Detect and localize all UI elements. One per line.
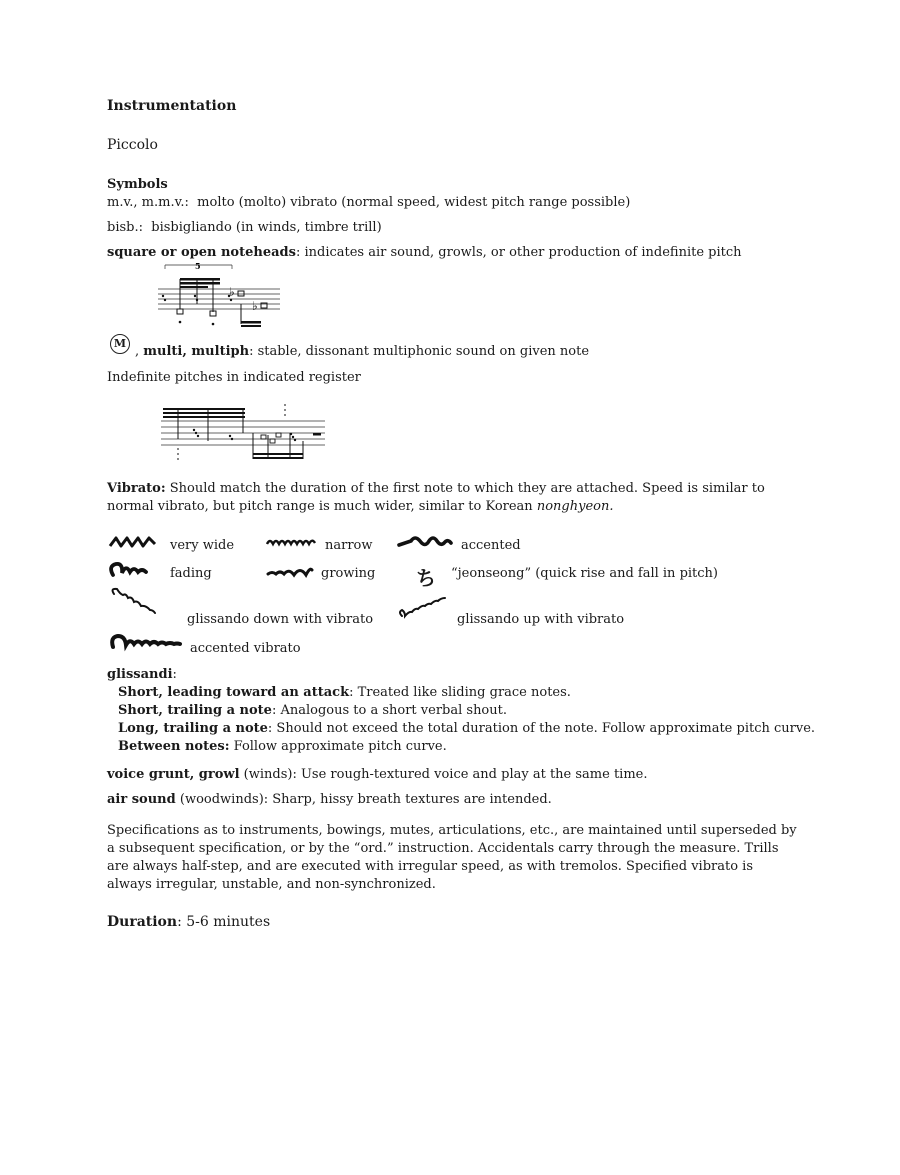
accented-vibrato-icon: [108, 632, 184, 652]
glissandi-item: [118, 739, 447, 755]
glissando-down-label: glissando down with vibrato: [187, 612, 374, 627]
multi-desc: : stable, dissonant multiphonic sound on given note: [249, 344, 590, 359]
accented-label: accented: [461, 538, 521, 553]
bisb-desc: bisbigliando (in winds, timbre trill): [151, 220, 382, 235]
glissandi-term: Short, trailing a note: [118, 703, 272, 718]
glissandi-desc: : Should not exceed the total duration of the note. Follow approximate pitch curve.: [267, 721, 816, 736]
air-sound-term: air sound: [107, 792, 176, 807]
square-term: square or open noteheads: [107, 245, 296, 260]
glissandi-colon: :: [172, 667, 177, 682]
glissandi-term: Short, leading toward an attack: [118, 685, 350, 700]
growing-vibrato-icon: [266, 564, 314, 580]
duration-value: : 5-6 minutes: [177, 914, 271, 930]
glissandi-item: [118, 703, 507, 719]
glissandi-title: glissandi: [107, 667, 173, 682]
svg-text:♭: ♭: [229, 285, 235, 299]
air-sound-definition: [107, 792, 552, 808]
symbols-heading: Symbols: [107, 177, 168, 192]
mv-term: m.v., m.m.v.:: [107, 195, 189, 210]
narrow-vibrato-icon: [265, 535, 317, 549]
bisb-definition: [107, 220, 382, 236]
very-wide-label: very wide: [170, 538, 235, 553]
glissandi-heading: [107, 667, 177, 683]
air-sound-desc: (woodwinds): Sharp, hissy breath textures are intended.: [175, 792, 552, 807]
glissandi-term: Between notes:: [118, 739, 230, 754]
fading-label: fading: [170, 566, 212, 581]
voice-grunt-term: voice grunt, growl: [107, 767, 240, 782]
noteheads-example-staff: [155, 258, 285, 338]
glissandi-item: [118, 721, 815, 737]
glissando-up-label: glissando up with vibrato: [457, 612, 625, 627]
glissando-up-vibrato-icon: [397, 594, 449, 622]
voice-grunt-desc: (winds): Use rough-textured voice and play at the same time.: [239, 767, 648, 782]
multi-prefix: ,: [135, 344, 140, 359]
vibrato-paragraph: [107, 480, 797, 516]
very-wide-vibrato-icon: [108, 534, 158, 552]
multiphonic-definition: [135, 344, 589, 360]
tuplet-number: 5: [195, 261, 201, 271]
glissandi-desc: : Analogous to a short verbal shout.: [271, 703, 507, 718]
mv-desc: molto (molto) vibrato (normal speed, widest pitch range possible): [197, 195, 631, 210]
vibrato-term: Vibrato:: [107, 481, 166, 496]
glissandi-term: Long, trailing a note: [118, 721, 268, 736]
mv-definition: [107, 195, 630, 211]
jeonseong-label: “jeonseong” (quick rise and fall in pitch): [451, 566, 718, 581]
page-title: Instrumentation: [107, 98, 237, 114]
duration-term: Duration: [107, 914, 178, 930]
glissandi-item: [118, 685, 571, 701]
jeonseong-icon: ち: [416, 566, 436, 590]
svg-text:♭: ♭: [252, 299, 258, 313]
narrow-label: narrow: [325, 538, 373, 553]
glissandi-desc: Follow approximate pitch curve.: [229, 739, 447, 754]
indefinite-pitches-label: Indefinite pitches in indicated register: [107, 370, 361, 385]
glissando-down-vibrato-icon: [108, 586, 158, 616]
fading-vibrato-icon: [108, 560, 150, 580]
duration-line: [107, 914, 270, 930]
vibrato-desc: Should match the duration of the first note to which they are attached. Speed is similar to normal vibrato, but pitch range is much wider, similar to Korean: [107, 481, 765, 514]
square-desc: : indicates air sound, growls, or other production of indefinite pitch: [295, 245, 742, 260]
bisb-term: bisb.:: [107, 220, 143, 235]
growing-label: growing: [321, 566, 376, 581]
indefinite-pitch-example-staff: [158, 403, 328, 465]
multi-term: multi, multiph: [143, 344, 250, 359]
korean-word: nonghyeon.: [536, 499, 614, 514]
accented-vibrato-small-icon: [397, 533, 453, 551]
multiphonic-circle-icon: M: [110, 334, 130, 354]
accented-vibrato-label: accented vibrato: [190, 641, 301, 656]
instrument-name: Piccolo: [107, 137, 158, 153]
glissandi-desc: : Treated like sliding grace notes.: [349, 685, 571, 700]
voice-grunt-definition: [107, 767, 647, 783]
specifications-paragraph: Specifications as to instruments, bowings, mutes, articulations, etc., are maintained until superseded by a subsequent specification, or by the “ord.” instruction. Accidentals carry through the measure. Trills are always half-step, and are executed with irregular speed, as with tremolos. Specified vibrato is always irregular, unstable, and non-synchronized.: [107, 823, 797, 892]
